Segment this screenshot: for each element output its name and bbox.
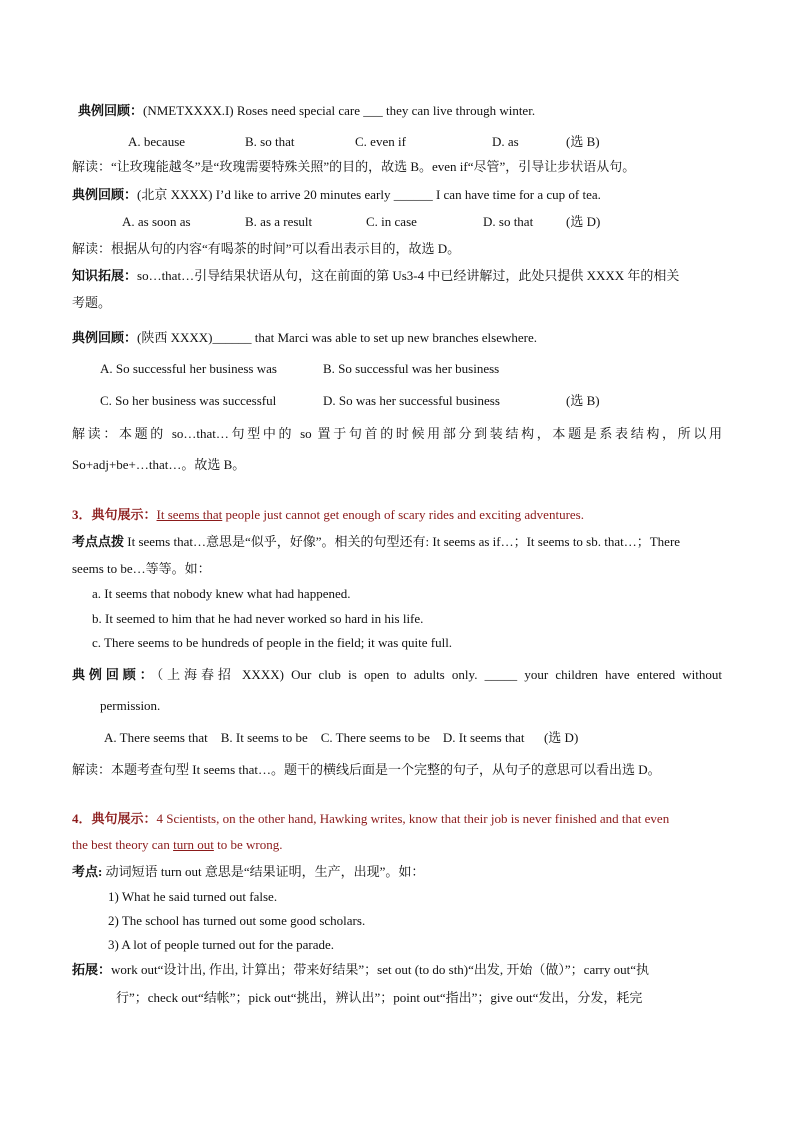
point-label: 考点点拨 [72,534,125,549]
example-3-answer: (选 B) [566,393,600,408]
example-label: 典例回顾： [72,667,157,682]
example-1-explanation: 解读：“让玫瑰能越冬”是“玫瑰需要特殊关照”的目的，故选 B。even if“尽管”，引导让步状语从句。 [72,159,636,174]
example-3-explanation: 解读：本题的 so…that…句型中的 so 置于句首的时候用部分到装结构，本题是系表结构，所以用 [72,426,722,441]
section-4-example-1: 1) What he said turned out false. [108,889,278,904]
example-3-explanation-line-2: So+adj+be+…that…。故选 B。 [72,457,246,472]
knowledge-extension: 知识拓展：so…that…引导结果状语从句，这在前面的第 Us3-4 中已经讲解过，此处只提供 XXXX 年的相关 [72,268,680,283]
example-2-option-d: D. so that [483,214,534,229]
example-3-option-c: C. So her business was successful [100,393,277,408]
section-4-key-sentence: 4．典句展示：4 Scientists, on the other hand, Hawking writes, know that their job is never finished and that even [72,811,670,826]
example-2-question: 典例回顾：(北京 XXXX) I’d like to arrive 20 minutes early ______ I can have time for a cup of tea. [72,187,601,202]
point-label: 考点: [72,864,103,879]
example-2-explanation: 解读：根据从句的内容“有喝茶的时间”可以看出表示目的，故选 D。 [72,241,461,256]
section-4-key-sentence-line-2: the best theory can turn out to be wrong. [72,837,283,852]
section-3-example-a: a. It seems that nobody knew what had happened. [92,586,351,601]
extension-label: 知识拓展： [72,268,138,283]
key-sentence-label: 典句展示： [91,507,157,522]
section-3-point: 考点点拨 It seems that…意思是“似乎，好像”。相关的句型还有: It seems as if…；It seems to sb. that…；There [72,534,681,549]
example-3-option-d: D. So was her successful business [323,393,500,408]
knowledge-extension-line-2: 考题。 [72,295,112,310]
example-3-option-a: A. So successful her business was [100,361,277,376]
example-1-option-d: D. as [492,134,519,149]
example-label: 典例回顾： [72,187,138,202]
section-number: 3． [72,507,92,522]
section-4-example-3: 3) A lot of people turned out for the parade. [108,937,334,952]
example-3-option-b: B. So successful was her business [323,361,500,376]
section-3-example-question-line-2: permission. [100,698,161,713]
example-1-option-a: A. because [128,134,186,149]
extension-label: 拓展： [72,962,112,977]
section-number: 4． [72,811,92,826]
key-phrase: It seems that [156,507,223,522]
example-1-option-b: B. so that [245,134,295,149]
example-label: 典例回顾： [78,103,144,118]
section-3-example-b: b. It seemed to him that he had never worked so hard in his life. [92,611,424,626]
section-4-example-2: 2) The school has turned out some good scholars. [108,913,366,928]
example-2-option-b: B. as a result [245,214,313,229]
section-3-point-line-2: seems to be…等等。如： [72,561,211,576]
example-2-option-a: A. as soon as [122,214,191,229]
example-2-option-c: C. in case [366,214,417,229]
example-1-question: 典例回顾：(NMETXXXX.I) Roses need special care ___ they can live through winter. [78,103,536,118]
key-phrase: turn out [173,837,214,852]
section-3-key-sentence: 3．典句展示：It seems that people just cannot get enough of scary rides and exciting adventures. [72,507,584,522]
section-4-extension-line-2: 行”；check out“结帐”；pick out“挑出，辨认出”；point out“指出”；give out“发出，分发，耗完 [116,990,643,1005]
example-2-answer: (选 D) [566,214,601,229]
section-3-example-options: A. There seems that B. It seems to be C. There seems to be D. It seems that (选 D) [104,730,579,745]
section-3-example-question: 典例回顾：（上海春招 XXXX) Our club is open to adults only. _____ your children have entered without [72,667,722,682]
example-3-question: 典例回顾：(陕西 XXXX)______ that Marci was able to set up new branches elsewhere. [72,330,538,345]
section-4-point: 考点: 动词短语 turn out 意思是“结果证明，生产，出现”。如： [72,864,425,879]
example-1-option-c: C. even if [355,134,406,149]
example-label: 典例回顾： [72,330,138,345]
section-4-extension: 拓展：work out“设计出, 作出, 计算出；带来好结果”；set out (to do sth)“出发, 开始（做）”；carry out“执 [72,962,649,977]
example-1-answer: (选 B) [566,134,600,149]
key-sentence-label: 典句展示： [91,811,157,826]
section-3-example-c: c. There seems to be hundreds of people in the field; it was quite full. [92,635,453,650]
section-3-explanation: 解读：本题考查句型 It seems that…。题干的横线后面是一个完整的句子，从句子的意思可以看出选 D。 [72,762,661,777]
